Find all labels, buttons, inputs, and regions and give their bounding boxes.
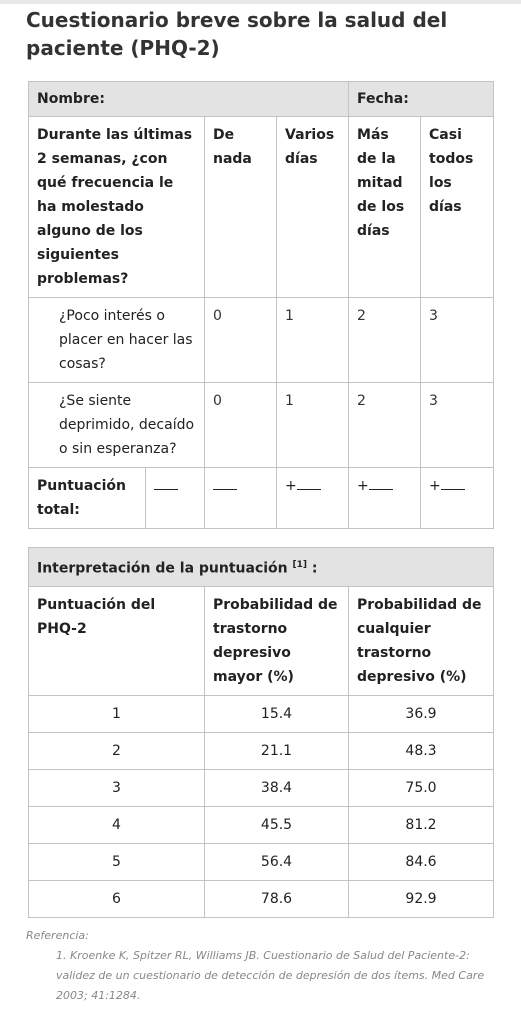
column-header: Casi todos los días: [421, 117, 494, 298]
total-cell: [29, 468, 205, 529]
table-row: [29, 298, 494, 383]
any-probability: 81.2: [349, 806, 494, 843]
total-blank-cell: [421, 468, 494, 529]
score-value: 2: [29, 732, 205, 769]
page-title: Cuestionario breve sobre la salud del paciente (PHQ-2): [26, 8, 448, 60]
score-cell: 0: [205, 383, 277, 468]
score-cell: 2: [349, 383, 421, 468]
question-header-row: [29, 117, 494, 298]
score-value: 6: [29, 880, 205, 917]
name-label: Nombre:: [29, 82, 349, 117]
column-header: Probabilidad de trastorno depresivo mayor (%): [205, 586, 349, 695]
major-probability: 38.4: [205, 769, 349, 806]
total-blank: [146, 468, 186, 528]
interpretation-header-row: [29, 548, 494, 587]
table-row: [29, 732, 494, 769]
column-header: Probabilidad de cualquier trastorno depresivo (%): [349, 586, 494, 695]
score-cell: 0: [205, 298, 277, 383]
item-text: ¿Poco interés o placer en hacer las cosas?: [29, 298, 205, 383]
item-text: ¿Se siente deprimido, decaído o sin esperanza?: [29, 383, 205, 468]
interpretation-header: [29, 548, 494, 587]
total-blank-cell: [205, 468, 277, 529]
question-header: Durante las últimas 2 semanas, ¿con qué frecuencia le ha molestado alguno de los siguientes problemas?: [29, 117, 205, 298]
any-probability: 92.9: [349, 880, 494, 917]
score-cell: 2: [349, 298, 421, 383]
score-cell: 3: [421, 298, 494, 383]
column-header: De nada: [205, 117, 277, 298]
score-cell: 3: [421, 383, 494, 468]
reference-section: [26, 926, 496, 1006]
table-row: [29, 695, 494, 732]
name-date-row: [29, 82, 494, 117]
score-value: 4: [29, 806, 205, 843]
interpretation-title: Interpretación de la puntuación: [37, 560, 288, 577]
table-row: [29, 806, 494, 843]
top-strip: [0, 0, 521, 4]
plus-sign: +: [429, 478, 441, 494]
any-probability: 75.0: [349, 769, 494, 806]
interpretation-suffix: :: [311, 560, 318, 577]
column-header: Más de la mitad de los días: [349, 117, 421, 298]
total-blank-cell: [349, 468, 421, 529]
score-cell: 1: [277, 383, 349, 468]
table-row: [29, 383, 494, 468]
score-value: 1: [29, 695, 205, 732]
major-probability: 78.6: [205, 880, 349, 917]
total-label: Puntuación total:: [29, 468, 146, 528]
score-value: 5: [29, 843, 205, 880]
interpretation-columns-row: [29, 586, 494, 695]
table-row: [29, 843, 494, 880]
table-row: [29, 769, 494, 806]
score-cell: 1: [277, 298, 349, 383]
date-label: Fecha:: [349, 82, 494, 117]
reference-item: 1. Kroenke K, Spitzer RL, Williams JB. Cuestionario de Salud del Paciente-2: validez de un cuestionario de detección de depresión de dos ítems. Med Care 2003; 41:1284.: [56, 949, 485, 1002]
any-probability: 36.9: [349, 695, 494, 732]
plus-sign: +: [285, 478, 297, 494]
column-header: Puntuación del PHQ-2: [29, 586, 205, 695]
phq2-form-table: [28, 81, 494, 529]
major-probability: 15.4: [205, 695, 349, 732]
score-value: 3: [29, 769, 205, 806]
any-probability: 48.3: [349, 732, 494, 769]
interpretation-table: [28, 547, 494, 918]
major-probability: 45.5: [205, 806, 349, 843]
footnote-link[interactable]: [1]: [292, 560, 308, 570]
major-probability: 21.1: [205, 732, 349, 769]
column-header: Varios días: [277, 117, 349, 298]
major-probability: 56.4: [205, 843, 349, 880]
table-row: [29, 880, 494, 917]
plus-sign: +: [357, 478, 369, 494]
any-probability: 84.6: [349, 843, 494, 880]
reference-label: Referencia:: [26, 929, 89, 942]
total-blank-cell: [277, 468, 349, 529]
total-row: [29, 468, 494, 529]
